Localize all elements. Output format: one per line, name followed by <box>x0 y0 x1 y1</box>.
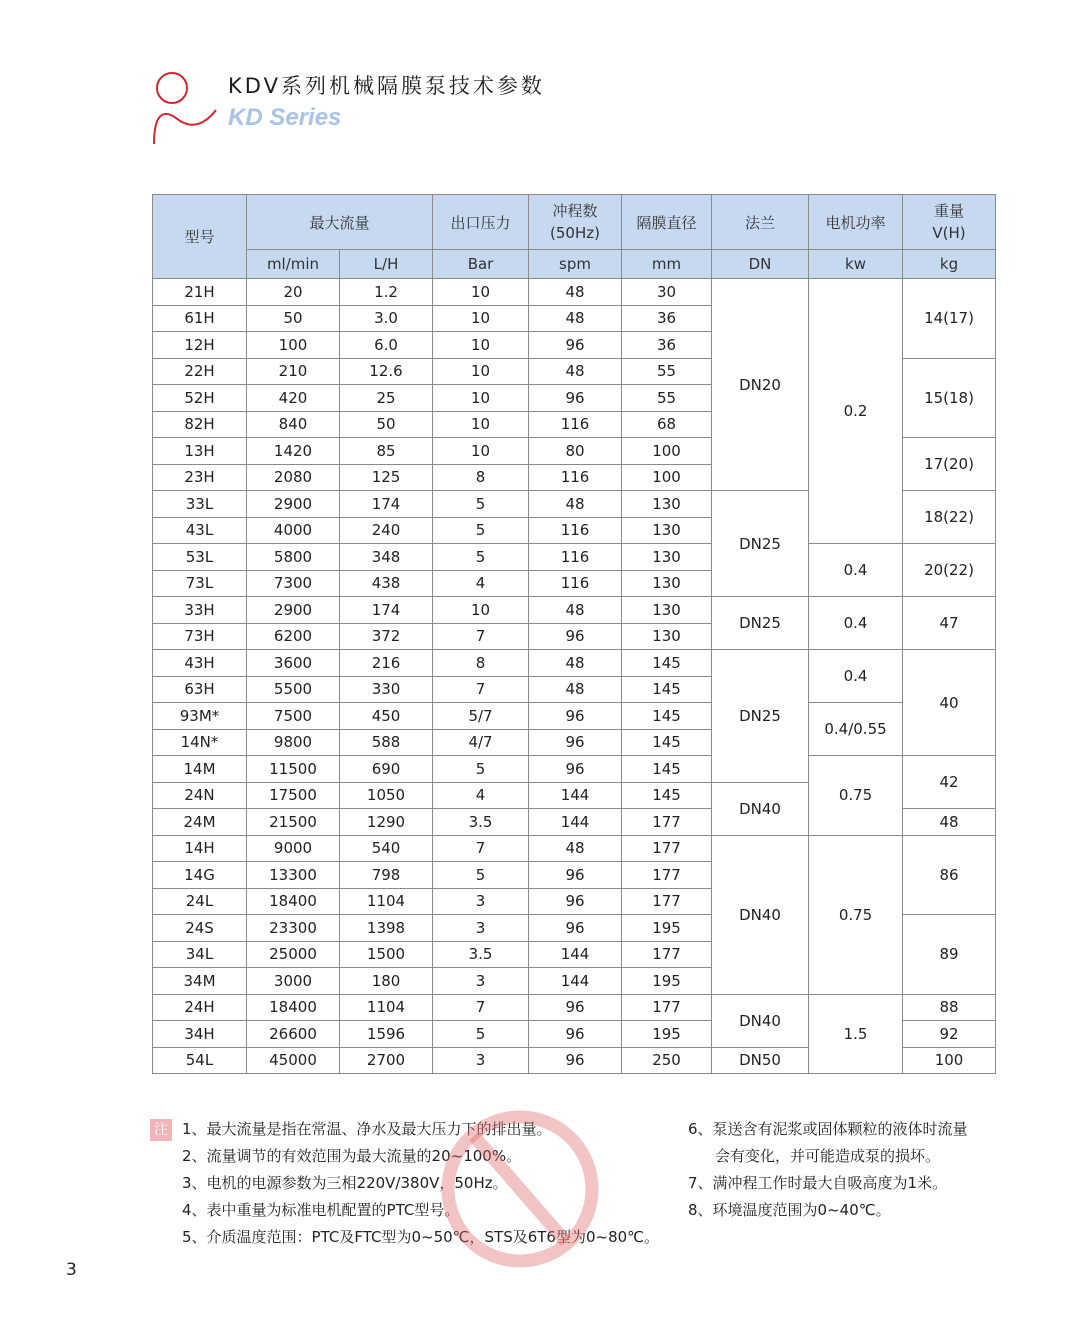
diameter-cell: 130 <box>622 517 712 544</box>
flow-ml-cell: 9800 <box>247 729 340 756</box>
model-cell: 82H <box>153 411 247 438</box>
stroke-cell: 48 <box>529 650 622 677</box>
flow-lh-cell: 1290 <box>340 809 433 836</box>
model-cell: 23H <box>153 464 247 491</box>
diameter-cell: 68 <box>622 411 712 438</box>
page-subtitle: KD Series <box>228 104 342 131</box>
table-row <box>153 994 996 1021</box>
flange-cell: DN50 <box>712 1047 809 1074</box>
note-item: 7、满冲程工作时最大自吸高度为1米。 <box>688 1174 948 1192</box>
flow-ml-cell: 2900 <box>247 491 340 518</box>
motor-power-cell: 0.4 <box>809 650 903 703</box>
note-item: 8、环境温度范围为0~40℃。 <box>688 1201 891 1219</box>
flow-ml-cell: 20 <box>247 279 340 306</box>
flow-lh-cell: 25 <box>340 385 433 412</box>
note-item: 3、电机的电源参数为三相220V/380V，50Hz。 <box>182 1174 508 1192</box>
stroke-cell: 96 <box>529 756 622 783</box>
model-cell: 43H <box>153 650 247 677</box>
stroke-cell: 96 <box>529 1021 622 1048</box>
stroke-cell: 80 <box>529 438 622 465</box>
model-cell: 14M <box>153 756 247 783</box>
stroke-cell: 96 <box>529 888 622 915</box>
flow-ml-cell: 7500 <box>247 703 340 730</box>
header-flange: 法兰 <box>712 195 809 250</box>
diameter-cell: 195 <box>622 1021 712 1048</box>
flow-lh-cell: 85 <box>340 438 433 465</box>
table-row <box>153 650 996 677</box>
note-item: 2、流量调节的有效范围为最大流量的20~100%。 <box>182 1147 522 1165</box>
flange-cell: DN25 <box>712 491 809 597</box>
pressure-cell: 10 <box>433 279 529 306</box>
weight-cell: 89 <box>903 915 996 995</box>
model-cell: 22H <box>153 358 247 385</box>
stroke-cell: 116 <box>529 544 622 571</box>
model-cell: 21H <box>153 279 247 306</box>
model-cell: 52H <box>153 385 247 412</box>
pressure-cell: 10 <box>433 305 529 332</box>
stroke-cell: 48 <box>529 835 622 862</box>
flow-ml-cell: 4000 <box>247 517 340 544</box>
weight-cell: 20(22) <box>903 544 996 597</box>
flow-ml-cell: 3000 <box>247 968 340 995</box>
pressure-cell: 5 <box>433 862 529 889</box>
pressure-cell: 8 <box>433 464 529 491</box>
flow-ml-cell: 23300 <box>247 915 340 942</box>
unit-weight: kg <box>903 250 996 279</box>
model-cell: 24L <box>153 888 247 915</box>
flow-lh-cell: 6.0 <box>340 332 433 359</box>
model-cell: 34L <box>153 941 247 968</box>
note-item: 会有变化，并可能造成泵的损坏。 <box>715 1147 941 1165</box>
flow-lh-cell: 180 <box>340 968 433 995</box>
pressure-cell: 5 <box>433 544 529 571</box>
pressure-cell: 7 <box>433 994 529 1021</box>
model-cell: 13H <box>153 438 247 465</box>
stroke-cell: 96 <box>529 703 622 730</box>
weight-cell: 86 <box>903 835 996 915</box>
flow-ml-cell: 13300 <box>247 862 340 889</box>
pressure-cell: 10 <box>433 411 529 438</box>
spec-table-body <box>153 279 996 1074</box>
flange-cell: DN25 <box>712 650 809 783</box>
table-row <box>153 756 996 783</box>
diameter-cell: 145 <box>622 703 712 730</box>
stroke-cell: 96 <box>529 915 622 942</box>
weight-cell: 92 <box>903 1021 996 1048</box>
weight-cell: 14(17) <box>903 279 996 359</box>
model-cell: 24S <box>153 915 247 942</box>
stroke-cell: 48 <box>529 305 622 332</box>
flow-ml-cell: 2080 <box>247 464 340 491</box>
stroke-cell: 96 <box>529 332 622 359</box>
stroke-cell: 116 <box>529 464 622 491</box>
model-cell: 33L <box>153 491 247 518</box>
table-row <box>153 835 996 862</box>
stroke-cell: 144 <box>529 941 622 968</box>
page-number: 3 <box>66 1260 77 1280</box>
diameter-cell: 177 <box>622 941 712 968</box>
pressure-cell: 10 <box>433 358 529 385</box>
motor-power-cell: 0.2 <box>809 279 903 544</box>
pressure-cell: 7 <box>433 676 529 703</box>
flow-lh-cell: 1104 <box>340 888 433 915</box>
table-row <box>153 544 996 571</box>
diameter-cell: 130 <box>622 544 712 571</box>
model-cell: 34H <box>153 1021 247 1048</box>
weight-cell: 15(18) <box>903 358 996 438</box>
flow-ml-cell: 25000 <box>247 941 340 968</box>
weight-cell: 40 <box>903 650 996 756</box>
note-item: 6、泵送含有泥浆或固体颗粒的液体时流量 <box>688 1120 968 1138</box>
diameter-cell: 145 <box>622 729 712 756</box>
company-logo <box>150 68 220 148</box>
stroke-cell: 96 <box>529 1047 622 1074</box>
pressure-cell: 5 <box>433 1021 529 1048</box>
flow-ml-cell: 21500 <box>247 809 340 836</box>
flow-lh-cell: 174 <box>340 491 433 518</box>
pressure-cell: 10 <box>433 385 529 412</box>
stroke-cell: 144 <box>529 968 622 995</box>
header-diaphragm-diameter: 隔膜直径 <box>622 195 712 250</box>
flow-ml-cell: 1420 <box>247 438 340 465</box>
weight-cell: 48 <box>903 809 996 836</box>
model-cell: 73H <box>153 623 247 650</box>
diameter-cell: 36 <box>622 305 712 332</box>
model-cell: 53L <box>153 544 247 571</box>
flow-lh-cell: 1050 <box>340 782 433 809</box>
flow-lh-cell: 690 <box>340 756 433 783</box>
pressure-cell: 4 <box>433 570 529 597</box>
diameter-cell: 130 <box>622 491 712 518</box>
diameter-cell: 250 <box>622 1047 712 1074</box>
flange-cell: DN40 <box>712 835 809 994</box>
header-model: 型号 <box>153 195 247 279</box>
flow-ml-cell: 18400 <box>247 994 340 1021</box>
pressure-cell: 5 <box>433 517 529 544</box>
flow-ml-cell: 100 <box>247 332 340 359</box>
table-row <box>153 703 996 730</box>
pressure-cell: 4 <box>433 782 529 809</box>
stroke-cell: 48 <box>529 597 622 624</box>
flow-ml-cell: 5800 <box>247 544 340 571</box>
flow-lh-cell: 1104 <box>340 994 433 1021</box>
stroke-cell: 96 <box>529 862 622 889</box>
pressure-cell: 3 <box>433 888 529 915</box>
flow-lh-cell: 450 <box>340 703 433 730</box>
diameter-cell: 177 <box>622 994 712 1021</box>
note-badge: 注 <box>150 1119 172 1141</box>
motor-power-cell: 1.5 <box>809 994 903 1074</box>
stroke-cell: 48 <box>529 279 622 306</box>
flow-lh-cell: 1.2 <box>340 279 433 306</box>
motor-power-cell: 0.75 <box>809 756 903 836</box>
weight-cell: 88 <box>903 994 996 1021</box>
note-item: 1、最大流量是指在常温、净水及最大压力下的排出量。 <box>182 1120 552 1138</box>
stroke-cell: 96 <box>529 994 622 1021</box>
diameter-cell: 130 <box>622 597 712 624</box>
diameter-cell: 177 <box>622 862 712 889</box>
diameter-cell: 177 <box>622 809 712 836</box>
prohibited-watermark-icon <box>438 1104 602 1274</box>
weight-cell: 18(22) <box>903 491 996 544</box>
flow-ml-cell: 210 <box>247 358 340 385</box>
unit-pressure: Bar <box>433 250 529 279</box>
flow-ml-cell: 420 <box>247 385 340 412</box>
flow-lh-cell: 798 <box>340 862 433 889</box>
flow-lh-cell: 216 <box>340 650 433 677</box>
model-cell: 14H <box>153 835 247 862</box>
model-cell: 43L <box>153 517 247 544</box>
flange-cell: DN25 <box>712 597 809 650</box>
stroke-cell: 144 <box>529 809 622 836</box>
flow-ml-cell: 9000 <box>247 835 340 862</box>
flange-cell: DN40 <box>712 782 809 835</box>
flow-lh-cell: 348 <box>340 544 433 571</box>
flow-lh-cell: 1500 <box>340 941 433 968</box>
pressure-cell: 10 <box>433 438 529 465</box>
diameter-cell: 145 <box>622 676 712 703</box>
diameter-cell: 100 <box>622 464 712 491</box>
model-cell: 61H <box>153 305 247 332</box>
flow-lh-cell: 12.6 <box>340 358 433 385</box>
flow-lh-cell: 1596 <box>340 1021 433 1048</box>
unit-diameter: mm <box>622 250 712 279</box>
unit-power: kw <box>809 250 903 279</box>
table-row <box>153 279 996 306</box>
model-cell: 63H <box>153 676 247 703</box>
diameter-cell: 177 <box>622 835 712 862</box>
diameter-cell: 145 <box>622 650 712 677</box>
weight-cell: 17(20) <box>903 438 996 491</box>
diameter-cell: 130 <box>622 623 712 650</box>
model-cell: 12H <box>153 332 247 359</box>
diameter-cell: 177 <box>622 888 712 915</box>
diameter-cell: 100 <box>622 438 712 465</box>
motor-power-cell: 0.4 <box>809 597 903 650</box>
flange-cell: DN40 <box>712 994 809 1047</box>
flow-lh-cell: 372 <box>340 623 433 650</box>
diameter-cell: 130 <box>622 570 712 597</box>
diameter-cell: 145 <box>622 782 712 809</box>
flow-lh-cell: 3.0 <box>340 305 433 332</box>
motor-power-cell: 0.75 <box>809 835 903 994</box>
stroke-cell: 96 <box>529 385 622 412</box>
pressure-cell: 4/7 <box>433 729 529 756</box>
model-cell: 24M <box>153 809 247 836</box>
diameter-cell: 145 <box>622 756 712 783</box>
pressure-cell: 3.5 <box>433 941 529 968</box>
pressure-cell: 8 <box>433 650 529 677</box>
diameter-cell: 55 <box>622 358 712 385</box>
model-cell: 33H <box>153 597 247 624</box>
pressure-cell: 7 <box>433 835 529 862</box>
pressure-cell: 10 <box>433 332 529 359</box>
flow-lh-cell: 174 <box>340 597 433 624</box>
stroke-cell: 48 <box>529 358 622 385</box>
header-motor-power: 电机功率 <box>809 195 903 250</box>
pressure-cell: 5 <box>433 756 529 783</box>
model-cell: 14G <box>153 862 247 889</box>
stroke-cell: 116 <box>529 570 622 597</box>
weight-cell: 42 <box>903 756 996 809</box>
flow-ml-cell: 50 <box>247 305 340 332</box>
diameter-cell: 55 <box>622 385 712 412</box>
stroke-cell: 116 <box>529 411 622 438</box>
pressure-cell: 3 <box>433 1047 529 1074</box>
flow-ml-cell: 17500 <box>247 782 340 809</box>
diameter-cell: 36 <box>622 332 712 359</box>
diameter-cell: 195 <box>622 915 712 942</box>
diameter-cell: 30 <box>622 279 712 306</box>
model-cell: 24H <box>153 994 247 1021</box>
flow-ml-cell: 3600 <box>247 650 340 677</box>
note-item: 4、表中重量为标准电机配置的PTC型号。 <box>182 1201 460 1219</box>
stroke-cell: 144 <box>529 782 622 809</box>
stroke-cell: 96 <box>529 623 622 650</box>
stroke-cell: 48 <box>529 676 622 703</box>
flow-ml-cell: 5500 <box>247 676 340 703</box>
unit-flow-ml: ml/min <box>247 250 340 279</box>
header-stroke-count: 冲程数 (50Hz) <box>529 195 622 250</box>
flow-lh-cell: 540 <box>340 835 433 862</box>
header-max-flow: 最大流量 <box>247 195 433 250</box>
model-cell: 24N <box>153 782 247 809</box>
flow-ml-cell: 7300 <box>247 570 340 597</box>
flow-ml-cell: 18400 <box>247 888 340 915</box>
pressure-cell: 3 <box>433 968 529 995</box>
weight-cell: 47 <box>903 597 996 650</box>
table-row <box>153 597 996 624</box>
flow-lh-cell: 125 <box>340 464 433 491</box>
diameter-cell: 195 <box>622 968 712 995</box>
stroke-cell: 116 <box>529 517 622 544</box>
flow-lh-cell: 588 <box>340 729 433 756</box>
flow-lh-cell: 1398 <box>340 915 433 942</box>
note-item: 5、介质温度范围：PTC及FTC型为0~50℃，STS及6T6型为0~80℃。 <box>182 1228 660 1246</box>
unit-flow-lh: L/H <box>340 250 433 279</box>
motor-power-cell: 0.4 <box>809 544 903 597</box>
pressure-cell: 3.5 <box>433 809 529 836</box>
pressure-cell: 5/7 <box>433 703 529 730</box>
flow-lh-cell: 330 <box>340 676 433 703</box>
model-cell: 54L <box>153 1047 247 1074</box>
flow-lh-cell: 50 <box>340 411 433 438</box>
model-cell: 73L <box>153 570 247 597</box>
spec-table <box>152 194 996 1074</box>
flow-ml-cell: 2900 <box>247 597 340 624</box>
flow-lh-cell: 240 <box>340 517 433 544</box>
header-weight: 重量 V(H) <box>903 195 996 250</box>
motor-power-cell: 0.4/0.55 <box>809 703 903 756</box>
model-cell: 34M <box>153 968 247 995</box>
flow-ml-cell: 11500 <box>247 756 340 783</box>
flow-ml-cell: 840 <box>247 411 340 438</box>
page-title: KDV系列机械隔膜泵技术参数 <box>228 74 545 98</box>
model-cell: 14N* <box>153 729 247 756</box>
flow-ml-cell: 26600 <box>247 1021 340 1048</box>
pressure-cell: 7 <box>433 623 529 650</box>
unit-flange: DN <box>712 250 809 279</box>
stroke-cell: 48 <box>529 491 622 518</box>
unit-stroke: spm <box>529 250 622 279</box>
header-outlet-pressure: 出口压力 <box>433 195 529 250</box>
flow-ml-cell: 45000 <box>247 1047 340 1074</box>
stroke-cell: 96 <box>529 729 622 756</box>
pressure-cell: 3 <box>433 915 529 942</box>
weight-cell: 100 <box>903 1047 996 1074</box>
flow-lh-cell: 438 <box>340 570 433 597</box>
pressure-cell: 10 <box>433 597 529 624</box>
flow-ml-cell: 6200 <box>247 623 340 650</box>
pressure-cell: 5 <box>433 491 529 518</box>
flange-cell: DN20 <box>712 279 809 491</box>
model-cell: 93M* <box>153 703 247 730</box>
flow-lh-cell: 2700 <box>340 1047 433 1074</box>
